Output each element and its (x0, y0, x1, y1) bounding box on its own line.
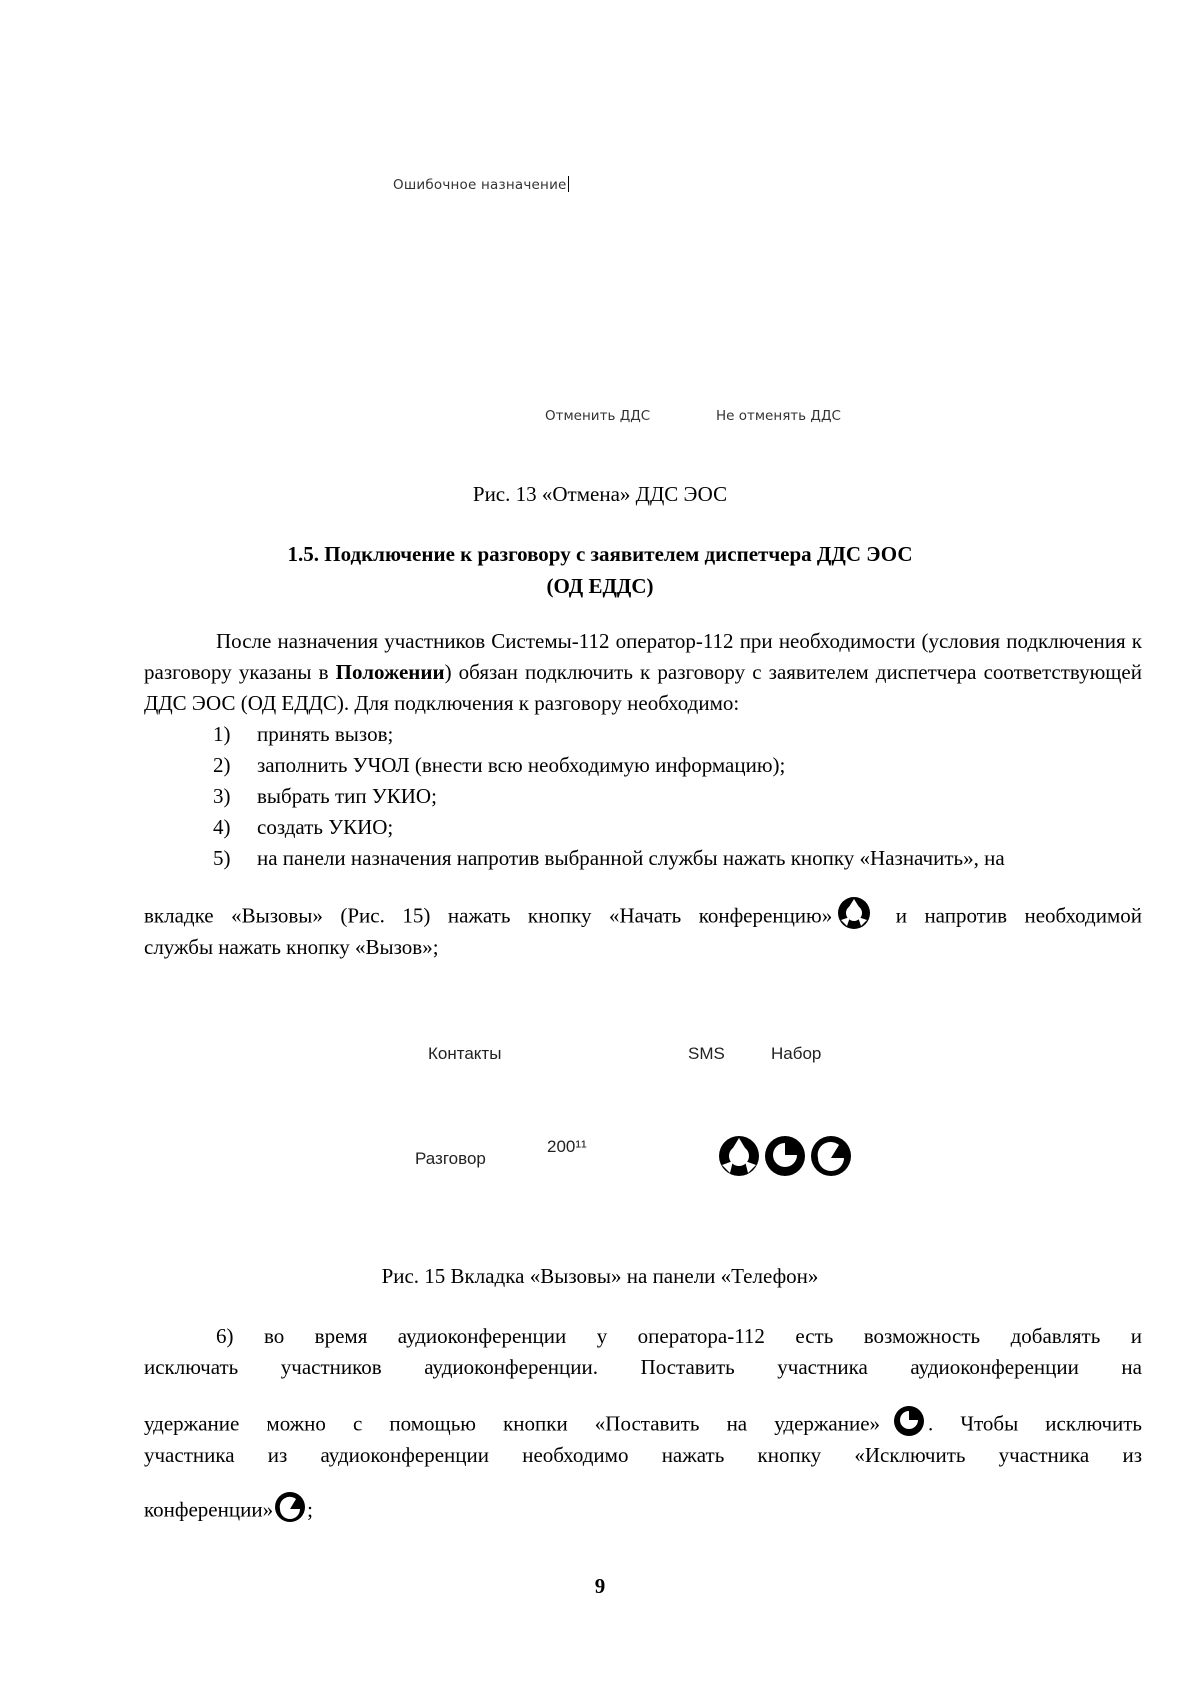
step6-line2: исключать участников аудиоконференции. Поставить участника аудиоконференции на (144, 1355, 1142, 1379)
tab-sms[interactable]: SMS (688, 1044, 725, 1063)
step6-line4: участника из аудиоконференции необходимо нажать кнопку «Исключить участника из (144, 1443, 1142, 1467)
list-text: выбрать тип УКИО; (257, 784, 437, 808)
list-text: создать УКИО; (257, 815, 394, 839)
step5-text-1: вкладке «Вызовы» (Рис. 15) нажать кнопку «Начать конференцию» (144, 903, 833, 928)
page-number: 9 (594, 1574, 606, 1598)
step6-text-3b: . Чтобы исключить (928, 1411, 1142, 1436)
error-assignment-text: Ошибочное назначение (393, 177, 567, 193)
list-text: заполнить УЧОЛ (внести всю необходимую информацию); (257, 753, 786, 777)
intro-paragraph (144, 626, 1142, 719)
hold-icon[interactable] (763, 1133, 807, 1184)
section-heading (0, 538, 1200, 602)
list-number: 1) (213, 722, 231, 746)
call-number: 200¹¹ (547, 1137, 587, 1156)
list-text: на панели назначения напротив выбранной службы нажать кнопку «Назначить», на (257, 846, 1005, 870)
conference-icon[interactable] (717, 1133, 761, 1184)
list-item (213, 750, 1143, 781)
figure15-caption: Рис. 15 Вкладка «Вызовы» на панели «Телефон» (381, 1264, 819, 1288)
list-number: 2) (213, 753, 231, 777)
call-action-buttons (717, 1133, 853, 1184)
step5-line2: службы нажать кнопку «Вызов»; (144, 935, 439, 959)
section-heading-line1: 1.5. Подключение к разговору с заявителем диспетчера ДДС ЭОС (287, 542, 913, 566)
error-assignment-field[interactable] (393, 176, 569, 193)
list-number: 4) (213, 815, 231, 839)
call-status-label: Разговор (415, 1149, 486, 1168)
list-item (213, 843, 1143, 874)
step6-line5 (144, 1490, 1142, 1533)
step6-text-5a: конференции» (144, 1497, 274, 1522)
exclude-icon[interactable] (809, 1133, 853, 1184)
tab-dial[interactable]: Набор (771, 1044, 822, 1063)
step6-text-3a: удержание можно с помощью кнопки «Поставить на удержание» (144, 1411, 881, 1436)
list-number: 3) (213, 784, 231, 808)
list-item (213, 719, 1143, 750)
step5-text-2: и напротив необходимой (878, 903, 1142, 928)
step6-line1: 6) во время аудиоконференции у оператора-112 есть возможность добавлять и (216, 1324, 1142, 1348)
step6-text-5b: ; (307, 1497, 313, 1522)
intro-bold-term: Положении (335, 660, 445, 684)
list-number: 5) (213, 846, 231, 870)
keep-dds-button[interactable]: Не отменять ДДС (716, 408, 841, 424)
exclude-icon (273, 1490, 307, 1533)
section-heading-line2: (ОД ЕДДС) (546, 574, 654, 598)
intro-text-1: После назначения участников Системы-112 оператор-112 при необходимости (условия подключения к разговору указаны в (144, 629, 1142, 684)
cancel-dds-button[interactable]: Отменить ДДС (545, 408, 651, 424)
list-item (213, 812, 1143, 843)
text-cursor (568, 176, 569, 192)
tab-contacts[interactable]: Контакты (428, 1044, 502, 1063)
list-text: принять вызов; (257, 722, 394, 746)
figure13-caption: Рис. 13 «Отмена» ДДС ЭОС (472, 482, 728, 506)
intro-text-2: ) обязан подключить к разговору с заявителем диспетчера соответствующей ДДС ЭОС (ОД ЕДДС). Для подключения к разговору необходимо: (144, 660, 1142, 715)
list-item (213, 781, 1143, 812)
